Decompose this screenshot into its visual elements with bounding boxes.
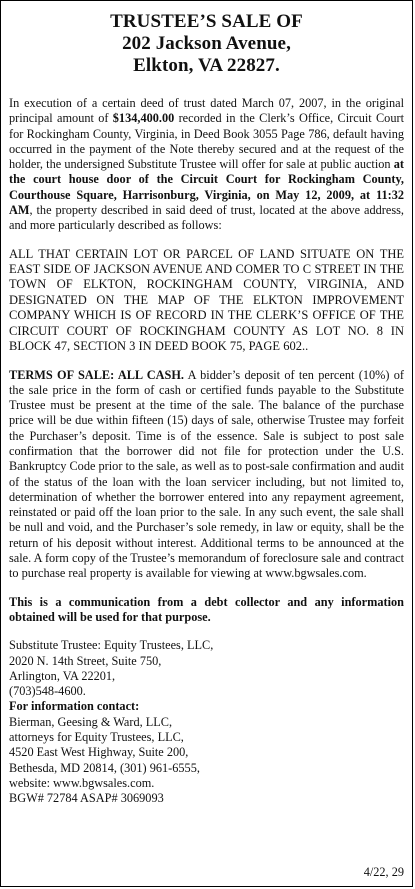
contact-block (9, 638, 404, 806)
contact-line-3: 4520 East West Highway, Suite 200, (9, 745, 189, 760)
contact-line-5: website: www.bgwsales.com. (9, 775, 155, 790)
trustee-line-4: (703)548-4600. (9, 684, 86, 699)
principal-amount: $134,400.00 (112, 111, 175, 126)
title-line-1: TRUSTEE’S SALE OF (110, 11, 303, 32)
contact-line-6: BGW# 72784 ASAP# 3069093 (9, 791, 164, 806)
contact-line-2: attorneys for Equity Trustees, LLC, (9, 730, 184, 745)
legal-description: ALL THAT CERTAIN LOT OR PARCEL OF LAND SITUATE ON THE EAST SIDE OF JACKSON AVENUE AND COMER TO C STREET IN THE TOWN OF ELKTON, ROCKINGHAM COUNTY, VIRGINIA, AND DESIGNATED ON THE MAP OF THE ELKTON IMPROVEMENT COMPANY WHICH IS OF RECORD IN THE CLERK’S OFFICE OF THE CIRCUIT COURT OF ROCKINGHAM COUNTY AS LOT NO. 8 IN BLOCK 47, SECTION 3 IN DEED BOOK 75, PAGE 602.. (9, 246, 404, 354)
intro-text-3: , the property described in said deed of trust, located at the above address, and more particularly described as follows: (9, 203, 404, 233)
debt-collector-notice: This is a communication from a debt collector and any information obtained will be used for that purpose. (9, 594, 404, 624)
trustee-line-2: 2020 N. 14th Street, Suite 750, (9, 653, 162, 668)
intro-text-2: recorded in the Clerk’s Office, Circuit Court for Rockingham County, Virginia, in Deed Book 3055 Page 786, default having occurred in the payment of the Note thereby secured and at the request of the holder, the undersigned Substitute Trustee will offer for sale at public auction (9, 111, 404, 172)
title-line-3: Elkton, VA 22827. (133, 55, 280, 76)
contact-heading: For information contact: (9, 699, 140, 714)
terms-text: A bidder’s deposit of ten percent (10%) of the sale price in the form of cash or certified funds payable to the Substitute Trustee must be present at the time of the sale. The balance of the purchase price will be due within fifteen (15) days of sale, otherwise Trustee may forfeit the Purchaser’s deposit. Time is of the essence. Sale is subject to post sale confirmation that the borrower did not file for protection under the U.S. Bankruptcy Code prior to the sale, as well as to post-sale confirmation and audit of the status of the loan with the loan servicer including, but not limited to, determination of whether the borrower entered into any repayment agreement, reinstated or paid off the loan prior to the sale. In any such event, the sale shall be null and void, and the Purchaser’s sole remedy, in law or equity, shall be the return of his deposit without interest. Additional terms to be announced at the sale. A form copy of the Trustee’s memorandum of foreclosure sale and contract to purchase real property is available for viewing at www.bgwsales.com. (9, 367, 405, 581)
publication-dates: 4/22, 29 (363, 865, 404, 879)
notice-title (9, 11, 404, 77)
contact-line-4: Bethesda, MD 20814, (301) 961-6555, (9, 760, 200, 775)
notice-body (9, 96, 404, 807)
terms-paragraph (9, 368, 404, 582)
sale-place-and-time: at the court house door of the Circuit Court for Rockingham County, Courthouse Square, Harrisonburg, Virginia, on May 12, 2009, at 11:32 AM (9, 157, 404, 218)
contact-line-1: Bierman, Geesing & Ward, LLC, (9, 714, 173, 729)
title-line-2: 202 Jackson Avenue, (122, 33, 291, 54)
terms-heading: TERMS OF SALE: ALL CASH. (9, 367, 184, 382)
intro-text-1: In execution of a certain deed of trust dated March 07, 2007, in the original principal amount of (9, 96, 404, 126)
trustee-line-3: Arlington, VA 22201, (9, 668, 116, 683)
intro-paragraph (9, 96, 404, 234)
trustee-line-1: Substitute Trustee: Equity Trustees, LLC, (9, 638, 214, 653)
